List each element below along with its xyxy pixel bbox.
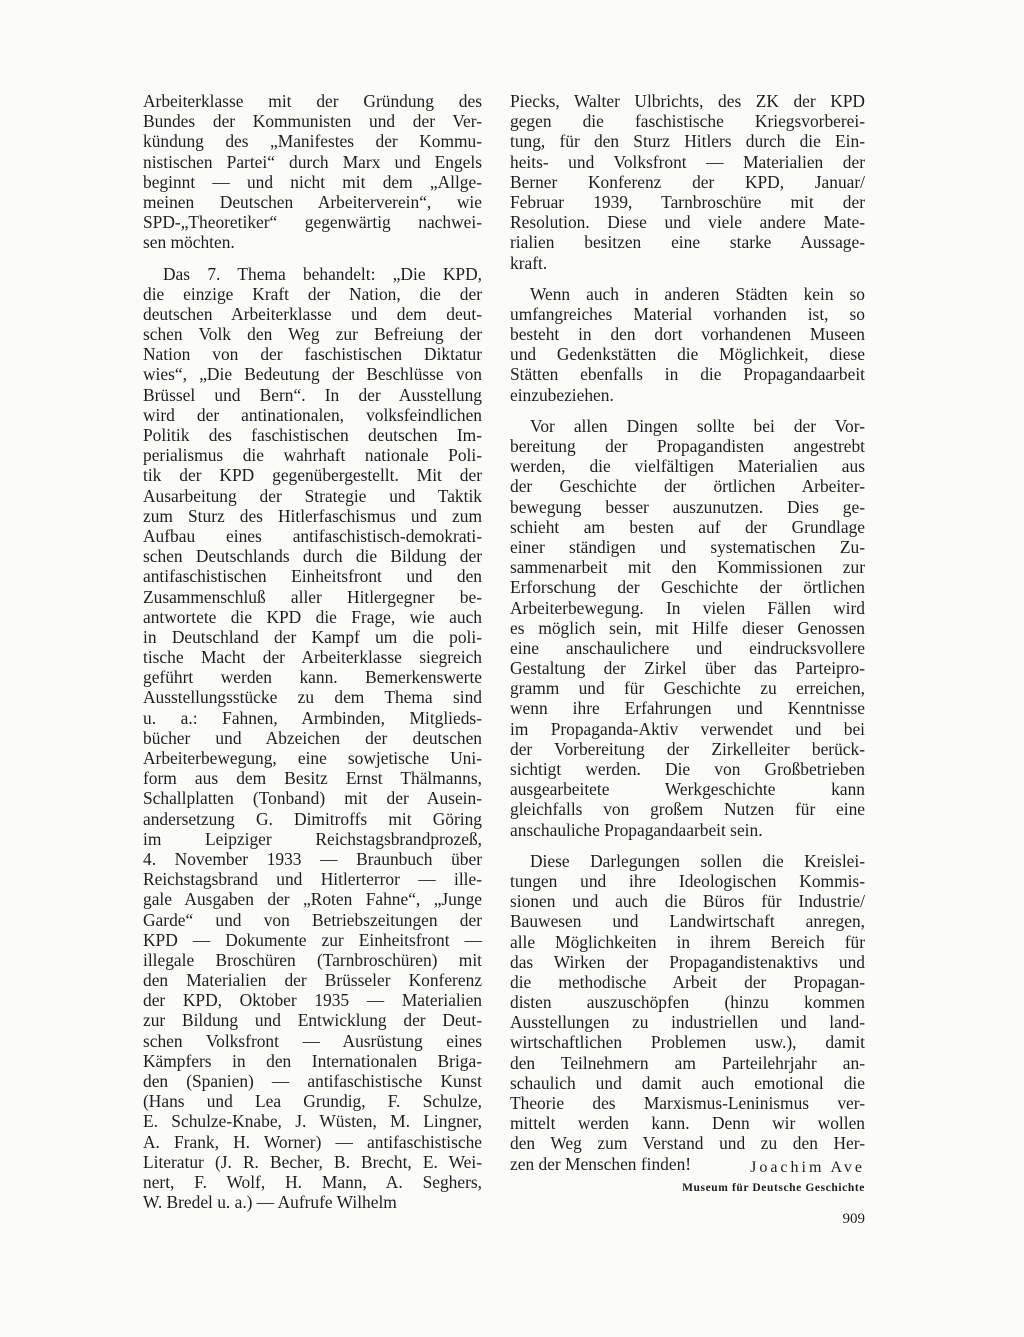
text-line: disten auszuschöpfen (hinzu kommen [510, 992, 865, 1013]
text-line: einer ständigen und systematischen Zu- [510, 536, 865, 557]
text-line: Theorie des Marxismus-Leninismus ver- [510, 1093, 865, 1113]
paragraph [143, 91, 482, 253]
text-line: der Geschichte der örtlichen Arbeiter- [510, 476, 865, 497]
text-line: Zusammenschluß aller Hitlergegner be- [143, 586, 482, 607]
author-signature: Joachim Ave [750, 1159, 865, 1176]
text-line: den (Spanien) — antifaschistische Kunst [143, 1071, 482, 1091]
text-line: einzubeziehen. [510, 384, 614, 405]
text-line: wird der antinationalen, volksfeindlichen [143, 404, 482, 425]
text-line: und Gedenkstätten die Möglichkeit, diese [510, 344, 865, 365]
text-line: den Materialien der Brüsseler Konferenz [143, 970, 482, 991]
text-line: bewegung besser auszunutzen. Dies ge- [510, 496, 865, 517]
text-line: Piecks, Walter Ulbrichts, des ZK der KPD [510, 91, 865, 111]
text-line: beginnt — und nicht mit dem „Allge- [143, 171, 482, 192]
text-line: Gestaltung der Zirkel über das Parteipro- [510, 658, 865, 679]
text-line: gramm und für Geschichte zu erreichen, [510, 678, 865, 699]
text-line: schen Volksfront — Ausrüstung eines [143, 1030, 482, 1051]
paragraph-gap [510, 405, 865, 416]
text-line: sionen und auch die Büros für Industrie/ [510, 891, 865, 912]
text-line: sichtigt werden. Die von Großbetrieben [510, 759, 865, 779]
text-line: eine anschaulichere und eindrucksvollere [510, 637, 865, 658]
author-affiliation: Museum für Deutsche Geschichte [682, 1182, 865, 1194]
text-line: (Hans und Lea Grundig, F. Schulze, [143, 1091, 482, 1112]
text-line: Das 7. Thema behandelt: „Die KPD, [163, 263, 482, 284]
paragraph [510, 91, 865, 273]
left-column [143, 91, 482, 1212]
text-line: Bauwesen und Landwirtschaft anregen, [510, 911, 865, 932]
text-line: Brüssel und Bern“. In der Ausstellung [143, 384, 482, 405]
text-line: schen Volk den Weg zur Befreiung der [143, 324, 482, 345]
text-line: geführt werden kann. Bemerkenswerte [143, 667, 482, 688]
text-line: schieht am besten auf der Grundlage [510, 516, 865, 537]
text-line: E. Schulze-Knabe, J. Wüsten, M. Lingner, [143, 1111, 482, 1132]
text-line: tung, für den Sturz Hitlers durch die Ein- [510, 131, 865, 152]
text-line: gleichfalls von großem Nutzen für eine [510, 799, 865, 820]
text-line: nert, F. Wolf, H. Mann, A. Seghers, [143, 1171, 482, 1192]
paragraph-gap [510, 840, 865, 851]
text-line: anschauliche Propagandaarbeit sein. [510, 819, 763, 840]
text-line: die einzige Kraft der Nation, die der [143, 283, 482, 304]
text-line: umfangreiches Material vorhanden ist, so [510, 303, 865, 324]
text-line: nistischen Partei“ durch Marx und Engels [143, 151, 482, 172]
paragraph [143, 264, 482, 1213]
paragraph [510, 851, 865, 1174]
text-line: wirtschaftlichen Problemen usw.), damit [510, 1032, 865, 1053]
text-line: Bundes der Kommunisten und der Ver- [143, 111, 482, 132]
text-line: die methodische Arbeit der Propagan- [510, 971, 865, 992]
text-line: den Weg zum Verstand und zu den Her- [510, 1133, 865, 1154]
text-line: der Vorbereitung der Zirkelleiter berück- [510, 738, 865, 759]
text-line: illegale Broschüren (Tarnbroschüren) mit [143, 949, 482, 970]
paragraph-gap [510, 273, 865, 284]
text-line: W. Bredel u. a.) — Aufrufe Wilhelm [143, 1192, 397, 1213]
text-line: antifaschistischen Einheitsfront und den [143, 566, 482, 587]
text-line: zum Sturz des Hitlerfaschismus und zum [143, 505, 482, 526]
text-line: Vor allen Dingen sollte bei der Vor- [530, 415, 865, 436]
text-line: bereitung der Propagandisten angestrebt [510, 436, 865, 456]
text-line: gegen die faschistische Kriegsvorberei- [510, 111, 865, 132]
text-line: andersetzung G. Dimitroffs mit Göring [143, 808, 482, 829]
text-line: tungen und ihre Ideologischen Kommis- [510, 870, 865, 891]
text-line: zen der Menschen finden! [510, 1153, 692, 1174]
text-line: Schallplatten (Tonband) mit der Ausein- [143, 788, 482, 809]
text-line: ausgearbeitete Werkgeschichte kann [510, 779, 865, 800]
text-line: kündung des „Manifestes der Kommu- [143, 131, 482, 152]
text-line: Ausstellungen zu industriellen und land- [510, 1012, 865, 1033]
text-line: in Deutschland der Kampf um die poli- [143, 626, 482, 647]
text-line: 4. November 1933 — Braunbuch über [143, 848, 482, 869]
text-line: Garde“ und von Betriebszeitungen der [143, 909, 482, 930]
text-line: Reichstagsbrand und Hitlerterror — ille- [143, 869, 482, 890]
text-line: Kämpfers in den Internationalen Briga- [143, 1050, 482, 1071]
text-line: form aus dem Besitz Ernst Thälmanns, [143, 768, 482, 789]
text-line: Arbeiterklasse mit der Gründung des [143, 91, 482, 111]
text-line: sammenarbeit mit den Kommissionen zur [510, 557, 865, 578]
text-line: Februar 1939, Tarnbroschüre mit der [510, 191, 865, 212]
text-line: Stätten ebenfalls in die Propagandaarbeit [510, 364, 865, 385]
text-line: den Teilnehmern am Parteilehrjahr an- [510, 1052, 865, 1073]
text-line: werden, die vielfältigen Materialien aus [510, 456, 865, 477]
text-line: Diese Darlegungen sollen die Kreislei- [530, 850, 865, 871]
text-line: Nation von der faschistischen Diktatur [143, 344, 482, 365]
text-line: rialien besitzen eine starke Aussage- [510, 232, 865, 253]
text-line: tische Macht der Arbeiterklasse siegreich [143, 647, 482, 668]
text-line: schen Deutschlands durch die Bildung der [143, 546, 482, 567]
text-line: Wenn auch in anderen Städten kein so [530, 283, 865, 304]
text-line: KPD — Dokumente zur Einheitsfront — [143, 929, 482, 950]
text-line: Erforschung der Geschichte der örtlichen [510, 577, 865, 598]
text-line: u. a.: Fahnen, Armbinden, Mitglieds- [143, 707, 482, 728]
text-line: besteht in den dort vorhandenen Museen [510, 324, 865, 345]
text-line: Arbeiterbewegung. In vielen Fällen wird [510, 597, 865, 618]
page-number: 909 [842, 1211, 865, 1227]
text-line: meinen Deutschen Arbeiterverein“, wie [143, 191, 482, 212]
text-line: gale Ausgaben der „Roten Fahne“, „Junge [143, 889, 482, 910]
text-line: perialismus die wahrhaft nationale Poli- [143, 445, 482, 466]
text-line: wenn ihre Erfahrungen und Kenntnisse [510, 698, 865, 719]
text-line: antwortete die KPD die Frage, wie auch [143, 606, 482, 627]
text-line: kraft. [510, 252, 548, 273]
text-line: wies“, „Die Bedeutung der Beschlüsse von [143, 364, 482, 385]
text-line: tik der KPD gegenübergestellt. Mit der [143, 465, 482, 486]
text-line: das Wirken der Propagandistenaktivs und [510, 951, 865, 972]
text-line: Resolution. Diese und viele andere Mate- [510, 212, 865, 233]
right-column [510, 91, 865, 1174]
text-line: A. Frank, H. Worner) — antifaschistische [143, 1131, 482, 1152]
text-line: im Leipziger Reichstagsbrandprozeß, [143, 828, 482, 849]
text-line: der KPD, Oktober 1935 — Materialien [143, 990, 482, 1011]
text-line: mittelt werden kann. Denn wir wollen [510, 1113, 865, 1134]
text-line: alle Möglichkeiten in ihrem Bereich für [510, 931, 865, 952]
text-line: bücher und Abzeichen der deutschen [143, 727, 482, 748]
text-line: Ausstellungsstücke zu dem Thema sind [143, 687, 482, 708]
text-line: Politik des faschistischen deutschen Im- [143, 425, 482, 445]
text-line: heits- und Volksfront — Materialien der [510, 151, 865, 172]
text-line: Arbeiterbewegung, eine sowjetische Uni- [143, 748, 482, 768]
text-line: Ausarbeitung der Strategie und Taktik [143, 485, 482, 506]
paragraph-gap [143, 253, 482, 264]
text-line: es möglich sein, mit Hilfe dieser Genossen [510, 617, 865, 638]
text-line: sen möchten. [143, 232, 235, 253]
text-line: zur Bildung und Entwicklung der Deut- [143, 1010, 482, 1031]
paragraph [510, 416, 865, 840]
text-line: Literatur (J. R. Becher, B. Brecht, E. Wei- [143, 1151, 482, 1172]
text-line: Aufbau eines antifaschistisch-demokrati- [143, 525, 482, 546]
text-line: SPD-„Theoretiker“ gegenwärtig nachwei- [143, 212, 482, 233]
paragraph [510, 284, 865, 405]
text-line: Berner Konferenz der KPD, Januar/ [510, 171, 865, 192]
text-line: schaulich und damit auch emotional die [510, 1072, 865, 1093]
text-line: deutschen Arbeiterklasse und dem deut- [143, 303, 482, 324]
text-line: im Propaganda-Aktiv verwendet und bei [510, 718, 865, 739]
